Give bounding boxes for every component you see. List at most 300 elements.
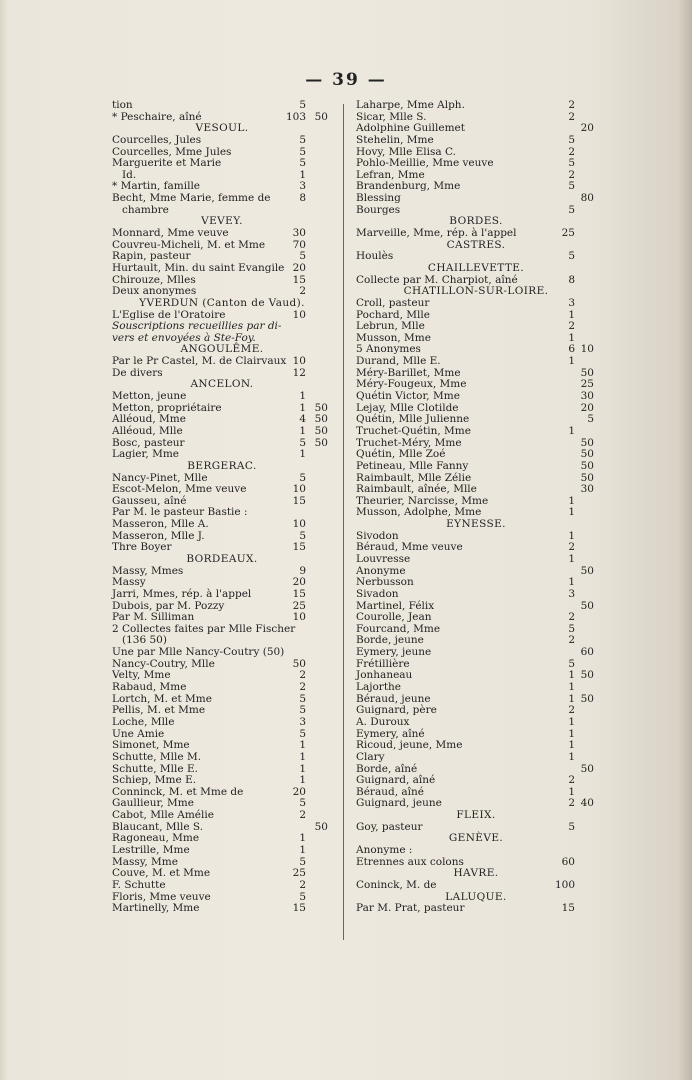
entry-centimes: 50 (314, 436, 328, 449)
list-entry (356, 135, 596, 147)
entry-name: Par le Pr Castel, M. de Clairvaux (112, 355, 287, 368)
entry-name: Etrennes aux colons (356, 855, 464, 868)
entry-francs: 20 (292, 576, 306, 589)
list-entry (356, 740, 596, 752)
entry-name: 2 Collectes faites par Mlle Fischer (112, 622, 296, 635)
entry-name: A. Duroux (356, 715, 410, 728)
entry-francs: 1 (568, 692, 575, 705)
entry-name: Bourges (356, 203, 401, 216)
entry-francs: 1 (568, 331, 575, 344)
entry-francs: 5 (299, 250, 306, 263)
entry-francs: 1 (299, 750, 306, 763)
entry-francs: 1 (299, 832, 306, 845)
entry-centimes: 40 (580, 797, 594, 810)
entry-francs: 2 (568, 145, 575, 158)
entry-name: Id. (122, 168, 137, 181)
entry-name: Eymery, jeune (356, 646, 432, 659)
list-entry (356, 461, 596, 473)
entry-francs: 1 (568, 552, 575, 565)
entry-francs: 10 (292, 518, 306, 531)
entry-centimes: 50 (580, 448, 594, 461)
list-entry (112, 589, 332, 601)
entry-name: Blaucant, Mlle S. (112, 820, 204, 833)
entry-francs: 5 (568, 250, 575, 263)
entry-name: Coninck, M. de (356, 878, 437, 891)
entry-name: Escot-Melon, Mme veuve (112, 483, 247, 496)
entry-francs: 1 (568, 529, 575, 542)
entry-name: Chirouze, Mlles (112, 273, 196, 286)
entry-francs: 1 (568, 308, 575, 321)
entry-centimes: 20 (580, 401, 594, 414)
entry-name: Nancy-Pinet, Mlle (112, 471, 208, 484)
entry-francs: 25 (561, 227, 575, 240)
entry-name: Sicar, Mlle S. (356, 110, 427, 123)
entry-francs: 3 (568, 587, 575, 600)
page-number: — 39 — (305, 70, 387, 90)
entry-name: Couvreu-Micheli, M. et Mme (112, 238, 266, 251)
entry-centimes: 50 (314, 110, 328, 123)
list-entry (112, 647, 332, 659)
entry-francs: 5 (299, 133, 306, 146)
entry-francs: 5 (299, 145, 306, 158)
entry-francs: 1 (568, 424, 575, 437)
entry-francs: 2 (568, 774, 575, 787)
entry-francs: 20 (292, 261, 306, 274)
entry-name: Rapin, pasteur (112, 250, 191, 263)
entry-name: Masseron, Mlle J. (112, 529, 205, 542)
entry-name: Cabot, Mlle Amélie (112, 809, 214, 822)
entry-name: Lebrun, Mlle (356, 320, 425, 333)
entry-name: Thre Boyer (112, 541, 172, 554)
entry-name: Alléoud, Mme (112, 413, 186, 426)
entry-name: Courolle, Jean (356, 611, 432, 624)
entry-name: Sivadon (356, 587, 399, 600)
entry-name: (136 50) (122, 634, 167, 647)
entry-francs: 1 (568, 506, 575, 519)
entry-name: Croll, pasteur (356, 296, 430, 309)
entry-francs: 2 (299, 669, 306, 682)
entry-centimes: 50 (314, 424, 328, 437)
heading-text: CASTRES. (446, 238, 506, 251)
entry-centimes: 50 (580, 436, 594, 449)
entry-francs: 1 (568, 681, 575, 694)
entry-francs: 2 (568, 541, 575, 554)
entry-francs: 5 (299, 99, 306, 111)
entry-name: Goy, pasteur (356, 820, 423, 833)
entry-name: Massy (112, 576, 146, 589)
entry-centimes: 50 (580, 459, 594, 472)
right-column (356, 100, 596, 915)
entry-francs: 15 (292, 902, 306, 915)
entry-name: Méry-Barillet, Mme (356, 366, 461, 379)
entry-name: Pochard, Mlle (356, 308, 430, 321)
heading-text: FLEIX. (456, 809, 496, 822)
entry-francs: 103 (285, 110, 306, 123)
entry-name: Par M. Silliman (112, 611, 195, 624)
entry-francs: 5 (299, 890, 306, 903)
entry-centimes: 50 (580, 599, 594, 612)
entry-name: Une par Mlle Nancy-Coutry (50) (112, 646, 285, 659)
entry-name: Deux anonymes (112, 285, 197, 298)
heading-text: BORDES. (449, 215, 503, 228)
entry-name: Gausseu, aîné (112, 494, 187, 507)
entry-centimes: 50 (580, 692, 594, 705)
entry-name: Clary (356, 750, 385, 763)
entry-name: Schutte, Mlle M. (112, 750, 202, 763)
entry-name: Monnard, Mme veuve (112, 227, 229, 240)
entry-name: Alléoud, Mlle (112, 424, 183, 437)
list-entry (112, 100, 332, 112)
entry-francs: 5 (299, 704, 306, 717)
entry-name: Pellis, M. et Mme (112, 704, 206, 717)
entry-name: Guignard, aîné (356, 774, 436, 787)
entry-francs: 1 (568, 785, 575, 798)
entry-francs: 1 (568, 355, 575, 368)
entry-name: Borde, jeune (356, 634, 424, 647)
entry-francs: 10 (292, 308, 306, 321)
entry-centimes: 80 (580, 192, 594, 205)
entry-francs: 1 (299, 762, 306, 775)
entry-francs: 1 (299, 844, 306, 856)
entry-name: Couve, M. et Mme (112, 867, 211, 880)
section-heading (112, 554, 332, 566)
entry-francs: 50 (292, 657, 306, 670)
entry-name: Becht, Mme Marie, femme de (112, 192, 271, 205)
entry-francs: 25 (292, 599, 306, 612)
entry-name: Marveille, Mme, rép. à l'appel (356, 227, 517, 240)
list-entry (356, 880, 596, 892)
entry-francs: 2 (568, 110, 575, 123)
list-entry (356, 554, 596, 566)
entry-name: Ragoneau, Mme (112, 832, 200, 845)
entry-name: vers et envoyées à Ste-Foy. (112, 331, 256, 344)
entry-name: Borde, aîné (356, 762, 418, 775)
entry-name: Musson, Adolphe, Mme (356, 506, 482, 519)
entry-name: Par M. le pasteur Bastie : (112, 506, 248, 519)
entry-francs: 5 (299, 529, 306, 542)
entry-francs: 12 (292, 366, 306, 379)
entry-francs: 5 (568, 203, 575, 216)
entry-francs: 15 (292, 273, 306, 286)
left-column (112, 100, 332, 915)
entry-francs: 15 (561, 902, 575, 915)
entry-name: Jarri, Mmes, rép. à l'appel (112, 587, 252, 600)
entry-centimes: 50 (580, 471, 594, 484)
heading-text: BORDEAUX. (186, 552, 258, 565)
entry-centimes: 30 (580, 390, 594, 403)
entry-francs: 2 (299, 681, 306, 694)
entry-name: Lajorthe (356, 681, 402, 694)
entry-name: Durand, Mlle E. (356, 355, 441, 368)
entry-francs: 25 (292, 867, 306, 880)
entry-francs: 15 (292, 494, 306, 507)
entry-francs: 1 (568, 494, 575, 507)
entry-name: Guignard, jeune (356, 797, 442, 810)
entry-name: Eymery, aîné (356, 727, 425, 740)
entry-francs: 2 (299, 809, 306, 822)
entry-name: Theurier, Narcisse, Mme (356, 494, 489, 507)
entry-name: Metton, propriétaire (112, 401, 222, 414)
entry-francs: 5 (568, 157, 575, 170)
section-heading (356, 263, 596, 275)
entry-name: Béraud, Mme veuve (356, 541, 463, 554)
entry-name: Béraud, aîné (356, 785, 424, 798)
entry-francs: 1 (568, 576, 575, 589)
entry-francs: 1 (299, 448, 306, 461)
list-entry (356, 717, 596, 729)
entry-name: Laharpe, Mme Alph. (356, 99, 465, 111)
entry-name: Brandenburg, Mme (356, 180, 461, 193)
entry-name: Louvresse (356, 552, 411, 565)
entry-francs: 1 (299, 168, 306, 181)
entry-francs: 2 (568, 797, 575, 810)
entry-centimes: 30 (580, 483, 594, 496)
entry-name: Schiep, Mme E. (112, 774, 197, 787)
entry-francs: 8 (299, 192, 306, 205)
entry-francs: 2 (299, 878, 306, 891)
entry-name: Hovy, Mlle Elisa C. (356, 145, 457, 158)
list-entry (356, 589, 596, 601)
entry-name: L'Eglise de l'Oratoire (112, 308, 226, 321)
list-entry (356, 903, 596, 915)
heading-text: EYNESSE. (446, 518, 506, 531)
entry-name: Pohlo-Meillie, Mme veuve (356, 157, 494, 170)
entry-centimes: 20 (580, 122, 594, 135)
entry-name: Frétillière (356, 657, 410, 670)
list-entry (112, 228, 332, 240)
entry-francs: 1 (299, 390, 306, 403)
entry-francs: 2 (299, 285, 306, 298)
entry-francs: 2 (568, 99, 575, 111)
entry-francs: 1 (299, 424, 306, 437)
entry-name: Hurtault, Min. du saint Evangile (112, 261, 285, 274)
list-entry (112, 903, 332, 915)
entry-francs: 10 (292, 483, 306, 496)
entry-francs: 4 (299, 413, 306, 426)
entry-francs: 5 (299, 727, 306, 740)
heading-text: BERGERAC. (187, 459, 257, 472)
list-entry (356, 356, 596, 368)
entry-name: Houlès (356, 250, 394, 263)
entry-centimes: 10 (580, 343, 594, 356)
entry-francs: 3 (299, 715, 306, 728)
entry-name: De divers (112, 366, 163, 379)
entry-name: chambre (122, 203, 169, 216)
heading-text: HAVRE. (453, 867, 499, 880)
list-entry (356, 298, 596, 310)
entry-name: Fourcand, Mme (356, 622, 441, 635)
entry-francs: 1 (299, 401, 306, 414)
entry-name: Musson, Mme (356, 331, 431, 344)
list-entry (356, 391, 596, 403)
entry-name: Conninck, M. et Mme de (112, 785, 244, 798)
list-entry (356, 100, 596, 112)
entry-francs: 2 (568, 704, 575, 717)
list-entry (112, 426, 332, 438)
entry-name: Courcelles, Mme Jules (112, 145, 232, 158)
entry-name: Souscriptions recueillies par di- (112, 320, 282, 333)
entry-name: Lestrille, Mme (112, 844, 190, 856)
list-entry (112, 682, 332, 694)
entry-centimes: 50 (314, 820, 328, 833)
entry-name: Quétin Victor, Mme (356, 390, 460, 403)
entry-name: Bosc, pasteur (112, 436, 185, 449)
entry-centimes: 5 (587, 413, 594, 426)
entry-francs: 1 (568, 739, 575, 752)
entry-francs: 3 (299, 180, 306, 193)
list-entry (112, 810, 332, 822)
entry-name: Metton, jeune (112, 390, 187, 403)
entry-name: Dubois, par M. Pozzy (112, 599, 225, 612)
section-heading (112, 461, 332, 473)
entry-francs: 100 (554, 878, 575, 891)
entry-name: Adolphine Guillemet (356, 122, 465, 135)
entry-centimes: 50 (314, 413, 328, 426)
entry-francs: 1 (299, 774, 306, 787)
entry-francs: 10 (292, 611, 306, 624)
list-entry (112, 263, 332, 275)
heading-text: VESOUL. (195, 122, 249, 135)
entry-centimes: 50 (580, 564, 594, 577)
entry-name: * Peschaire, aîné (112, 110, 202, 123)
list-entry (112, 752, 332, 764)
entry-francs: 5 (299, 157, 306, 170)
entry-francs: 2 (568, 611, 575, 624)
entry-francs: 60 (561, 855, 575, 868)
entry-francs: 10 (292, 355, 306, 368)
entry-name: Rabaud, Mme (112, 681, 187, 694)
entry-name: Martinelly, Mme (112, 902, 200, 915)
heading-text: ANGOULÊME. (180, 343, 264, 356)
entry-francs: 1 (568, 715, 575, 728)
entry-francs: 5 (568, 820, 575, 833)
entry-francs: 30 (292, 227, 306, 240)
entry-francs: 20 (292, 785, 306, 798)
entry-centimes: 50 (580, 669, 594, 682)
entry-name: Massy, Mmes (112, 564, 184, 577)
entry-centimes: 25 (580, 378, 594, 391)
entry-francs: 5 (299, 471, 306, 484)
entry-francs: 6 (568, 343, 575, 356)
list-entry (356, 682, 596, 694)
entry-name: Lejay, Mlle Clotilde (356, 401, 459, 414)
heading-text: GENÈVE. (448, 832, 504, 845)
page-edge-shadow (678, 0, 692, 1080)
heading-text: LALUQUE. (445, 890, 507, 903)
entry-francs: 2 (568, 634, 575, 647)
heading-text: CHATILLON-SUR-LOIRE. (403, 285, 549, 298)
entry-name: Nerbusson (356, 576, 414, 589)
entry-centimes: 50 (580, 762, 594, 775)
entry-name: tion (112, 99, 133, 111)
entry-name: Lortch, M. et Mme (112, 692, 212, 705)
entry-name: Nancy-Coutry, Mlle (112, 657, 215, 670)
entry-name: Truchet-Quétin, Mme (356, 424, 471, 437)
list-entry (112, 717, 332, 729)
heading-text: VEVEY. (201, 215, 243, 228)
entry-francs: 1 (568, 727, 575, 740)
section-heading (112, 298, 332, 310)
column-divider (343, 104, 344, 940)
list-entry (356, 647, 596, 659)
section-heading (356, 519, 596, 531)
list-entry (112, 356, 332, 368)
entry-name: Simonet, Mme (112, 739, 190, 752)
entry-name: Truchet-Méry, Mme (356, 436, 462, 449)
entry-name: * Martin, famille (112, 180, 201, 193)
entry-francs: 1 (299, 739, 306, 752)
list-entry (356, 426, 596, 438)
entry-name: Velty, Mme (112, 669, 171, 682)
list-entry (112, 519, 332, 531)
entry-francs: 8 (568, 273, 575, 286)
entry-name: Blessing (356, 192, 401, 205)
entry-name: Stehelin, Mme (356, 133, 434, 146)
entry-name: Anonyme : (356, 844, 413, 856)
entry-name: Courcelles, Jules (112, 133, 202, 146)
section-heading (356, 810, 596, 822)
entry-francs: 15 (292, 541, 306, 554)
entry-name: Raimbault, aînée, Mlle (356, 483, 477, 496)
entry-name: Marguerite et Marie (112, 157, 222, 170)
entry-name: Béraud, jeune (356, 692, 431, 705)
entry-name: Masseron, Mlle A. (112, 518, 209, 531)
entry-name: Anonyme (356, 564, 406, 577)
list-entry (356, 752, 596, 764)
entry-francs: 5 (299, 797, 306, 810)
entry-name: Quétin, Mlle Zoé (356, 448, 446, 461)
entry-name: Lefran, Mme (356, 168, 425, 181)
entry-name: Schutte, Mlle E. (112, 762, 198, 775)
entry-name: Petineau, Mlle Fanny (356, 459, 469, 472)
entry-name: Raimbault, Mlle Zélie (356, 471, 472, 484)
entry-name: Lagier, Mme (112, 448, 179, 461)
entry-francs: 15 (292, 587, 306, 600)
entry-centimes: 60 (580, 646, 594, 659)
entry-name: Martinel, Félix (356, 599, 435, 612)
entry-name: Par M. Prat, pasteur (356, 902, 465, 915)
entry-francs: 5 (299, 855, 306, 868)
list-entry (112, 391, 332, 403)
entry-francs: 3 (568, 296, 575, 309)
entry-name: Quétin, Mlle Julienne (356, 413, 470, 426)
entry-name: F. Schutte (112, 878, 166, 891)
entry-centimes: 50 (580, 366, 594, 379)
heading-text: YVERDUN (Canton de Vaud). (139, 296, 305, 309)
entry-francs: 5 (568, 657, 575, 670)
heading-text: ANCELON. (190, 378, 254, 391)
entry-name: Floris, Mme veuve (112, 890, 211, 903)
entry-francs: 5 (299, 692, 306, 705)
list-entry (356, 845, 596, 857)
entry-name: Jonhaneau (356, 669, 413, 682)
entry-francs: 9 (299, 564, 306, 577)
entry-francs: 1 (568, 669, 575, 682)
list-entry (112, 135, 332, 147)
entry-name: Massy, Mme (112, 855, 178, 868)
entry-name: 5 Anonymes (356, 343, 421, 356)
entry-name: Collecte par M. Charpiot, aîné (356, 273, 518, 286)
entry-francs: 5 (568, 622, 575, 635)
list-entry (356, 228, 596, 240)
entry-name: Méry-Fougeux, Mme (356, 378, 467, 391)
entry-francs: 1 (568, 750, 575, 763)
entry-name: Une Amie (112, 727, 165, 740)
entry-name: Guignard, père (356, 704, 437, 717)
entry-name: Ricoud, jeune, Mme (356, 739, 463, 752)
entry-francs: 2 (568, 168, 575, 181)
entry-francs: 5 (299, 436, 306, 449)
